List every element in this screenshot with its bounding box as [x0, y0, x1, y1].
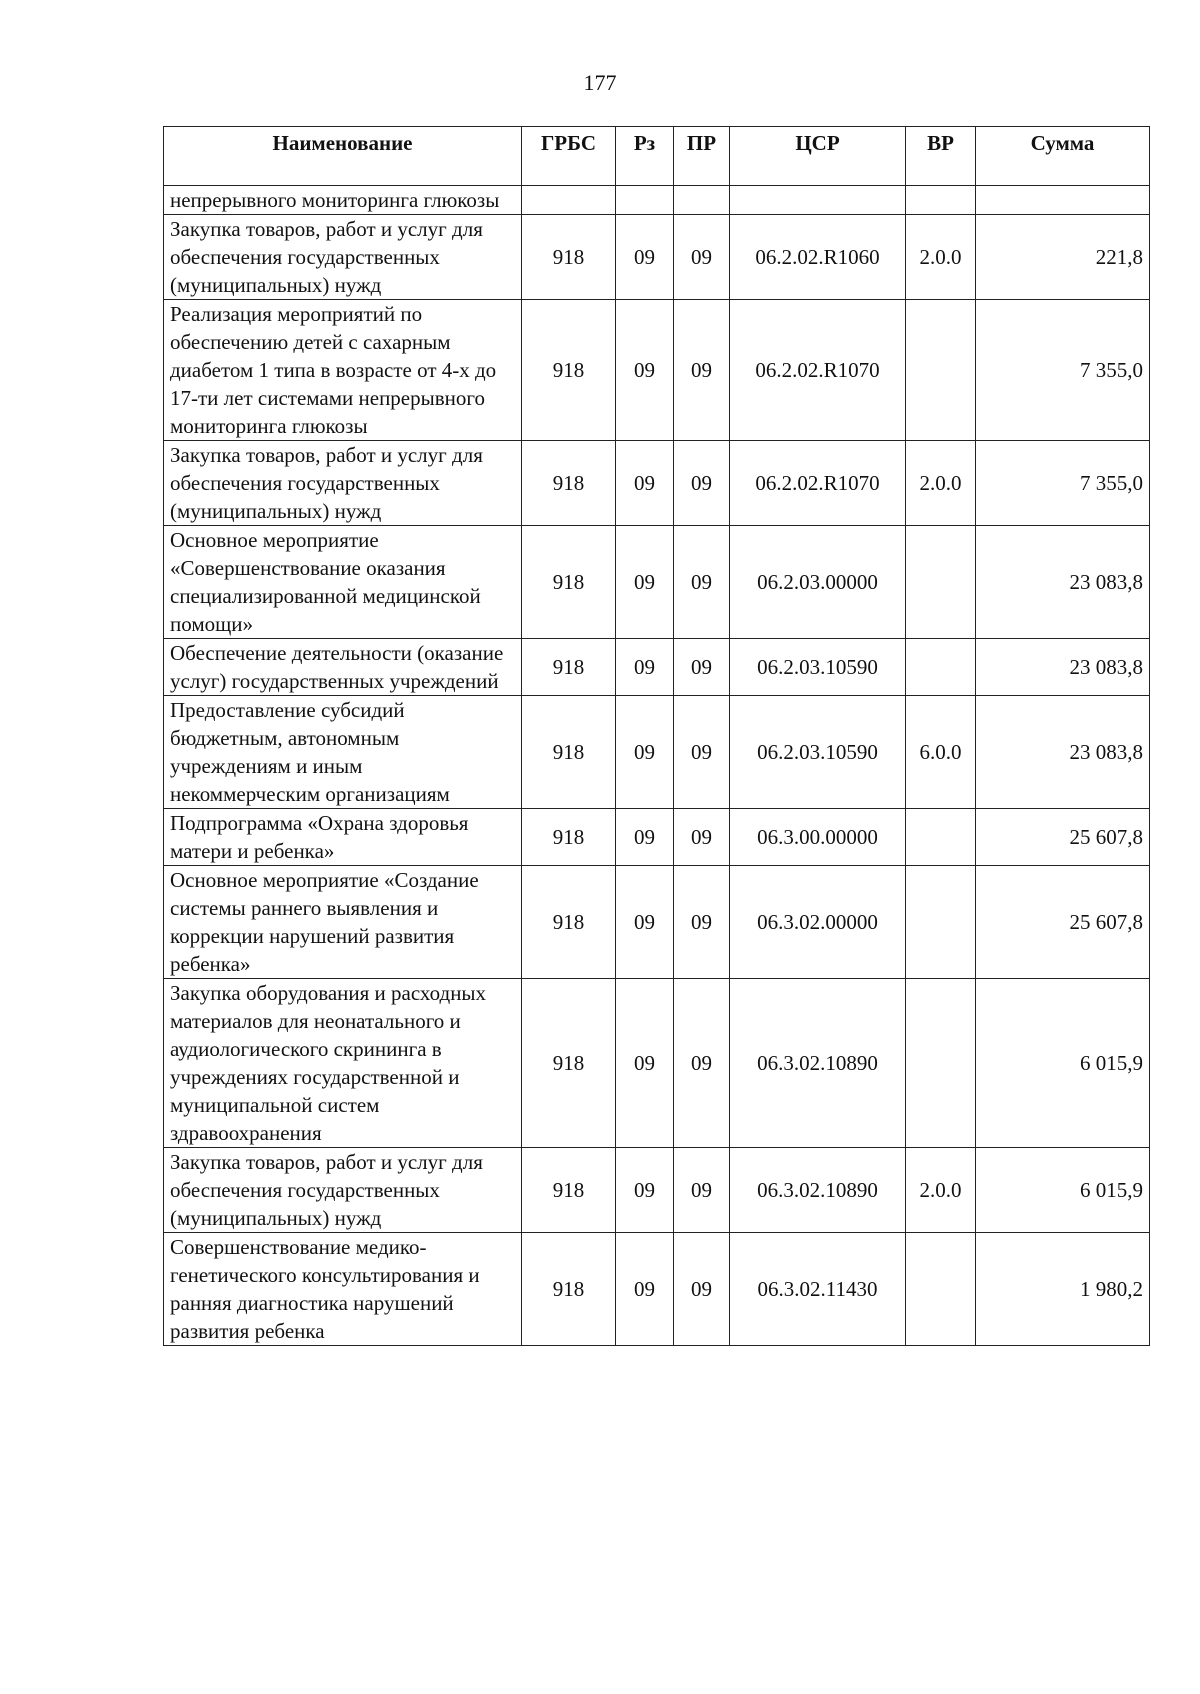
row-grbs: 918 [522, 866, 616, 979]
row-rz: 09 [616, 979, 674, 1148]
table-row [164, 979, 1150, 1148]
row-pr: 09 [674, 866, 730, 979]
table-header-row [164, 127, 1150, 186]
budget-table [163, 126, 1150, 1346]
row-pr: 09 [674, 1233, 730, 1346]
row-name: Закупка товаров, работ и услуг для обеспечения государственных (муниципальных) нужд [164, 1148, 522, 1233]
row-pr: 09 [674, 1148, 730, 1233]
row-name: Основное мероприятие «Совершенствование оказания специализированной медицинской помощи» [164, 526, 522, 639]
table-row [164, 639, 1150, 696]
header-vr: ВР [906, 127, 976, 186]
row-rz: 09 [616, 1148, 674, 1233]
row-grbs: 918 [522, 809, 616, 866]
row-sum: 6 015,9 [976, 979, 1150, 1148]
row-csr: 06.2.02.R1070 [730, 441, 906, 526]
table-row [164, 441, 1150, 526]
row-grbs [522, 186, 616, 215]
table-row [164, 526, 1150, 639]
row-rz: 09 [616, 300, 674, 441]
row-pr: 09 [674, 809, 730, 866]
row-pr: 09 [674, 696, 730, 809]
row-vr [906, 866, 976, 979]
row-pr: 09 [674, 979, 730, 1148]
row-vr: 6.0.0 [906, 696, 976, 809]
row-rz: 09 [616, 639, 674, 696]
header-pr: ПР [674, 127, 730, 186]
row-pr: 09 [674, 526, 730, 639]
page-number: 177 [583, 70, 617, 95]
row-csr [730, 186, 906, 215]
row-csr: 06.2.03.10590 [730, 639, 906, 696]
row-name: Закупка товаров, работ и услуг для обеспечения государственных (муниципальных) нужд [164, 215, 522, 300]
row-grbs: 918 [522, 1233, 616, 1346]
row-csr: 06.2.02.R1070 [730, 300, 906, 441]
header-csr: ЦСР [730, 127, 906, 186]
row-rz: 09 [616, 866, 674, 979]
row-sum: 6 015,9 [976, 1148, 1150, 1233]
row-csr: 06.3.02.00000 [730, 866, 906, 979]
row-rz: 09 [616, 809, 674, 866]
row-name: Предоставление субсидий бюджетным, автономным учреждениям и иным некоммерческим организациям [164, 696, 522, 809]
table-row [164, 866, 1150, 979]
row-vr: 2.0.0 [906, 1148, 976, 1233]
row-rz: 09 [616, 1233, 674, 1346]
row-sum: 221,8 [976, 215, 1150, 300]
row-sum: 25 607,8 [976, 809, 1150, 866]
row-sum [976, 186, 1150, 215]
row-sum: 25 607,8 [976, 866, 1150, 979]
row-name: непрерывного мониторинга глюкозы [164, 186, 522, 215]
row-csr: 06.3.02.10890 [730, 1148, 906, 1233]
row-vr [906, 639, 976, 696]
row-grbs: 918 [522, 441, 616, 526]
row-vr [906, 300, 976, 441]
row-vr [906, 526, 976, 639]
row-csr: 06.3.00.00000 [730, 809, 906, 866]
row-vr [906, 979, 976, 1148]
row-vr: 2.0.0 [906, 441, 976, 526]
table-row [164, 696, 1150, 809]
row-pr: 09 [674, 300, 730, 441]
row-name: Закупка товаров, работ и услуг для обеспечения государственных (муниципальных) нужд [164, 441, 522, 526]
row-pr [674, 186, 730, 215]
row-vr [906, 809, 976, 866]
row-name: Совершенствование медико-генетического консультирования и ранняя диагностика нарушений развития ребенка [164, 1233, 522, 1346]
row-sum: 7 355,0 [976, 441, 1150, 526]
row-sum: 23 083,8 [976, 526, 1150, 639]
row-csr: 06.2.03.10590 [730, 696, 906, 809]
row-grbs: 918 [522, 300, 616, 441]
row-name: Закупка оборудования и расходных материалов для неонатального и аудиологического скрининга в учреждениях государственной и муниципальной систем здравоохранения [164, 979, 522, 1148]
table-row [164, 215, 1150, 300]
header-grbs: ГРБС [522, 127, 616, 186]
row-sum: 7 355,0 [976, 300, 1150, 441]
table-row [164, 186, 1150, 215]
row-sum: 23 083,8 [976, 639, 1150, 696]
row-grbs: 918 [522, 696, 616, 809]
row-pr: 09 [674, 441, 730, 526]
row-rz [616, 186, 674, 215]
row-pr: 09 [674, 639, 730, 696]
row-rz: 09 [616, 215, 674, 300]
row-csr: 06.3.02.10890 [730, 979, 906, 1148]
table-row [164, 809, 1150, 866]
header-sum: Сумма [976, 127, 1150, 186]
row-grbs: 918 [522, 979, 616, 1148]
row-grbs: 918 [522, 215, 616, 300]
table-row [164, 300, 1150, 441]
row-csr: 06.2.02.R1060 [730, 215, 906, 300]
row-csr: 06.3.02.11430 [730, 1233, 906, 1346]
row-sum: 23 083,8 [976, 696, 1150, 809]
row-name: Основное мероприятие «Создание системы раннего выявления и коррекции нарушений развития ребенка» [164, 866, 522, 979]
table-row [164, 1148, 1150, 1233]
row-rz: 09 [616, 526, 674, 639]
row-grbs: 918 [522, 1148, 616, 1233]
row-rz: 09 [616, 696, 674, 809]
row-pr: 09 [674, 215, 730, 300]
row-rz: 09 [616, 441, 674, 526]
row-name: Подпрограмма «Охрана здоровья матери и ребенка» [164, 809, 522, 866]
row-csr: 06.2.03.00000 [730, 526, 906, 639]
row-name: Обеспечение деятельности (оказание услуг) государственных учреждений [164, 639, 522, 696]
row-vr: 2.0.0 [906, 215, 976, 300]
row-vr [906, 186, 976, 215]
table-row [164, 1233, 1150, 1346]
row-vr [906, 1233, 976, 1346]
row-sum: 1 980,2 [976, 1233, 1150, 1346]
row-grbs: 918 [522, 639, 616, 696]
header-rz: Рз [616, 127, 674, 186]
row-name: Реализация мероприятий по обеспечению детей с сахарным диабетом 1 типа в возрасте от 4-х до 17-ти лет системами непрерывного мониторинга глюкозы [164, 300, 522, 441]
row-grbs: 918 [522, 526, 616, 639]
header-name: Наименование [164, 127, 522, 186]
